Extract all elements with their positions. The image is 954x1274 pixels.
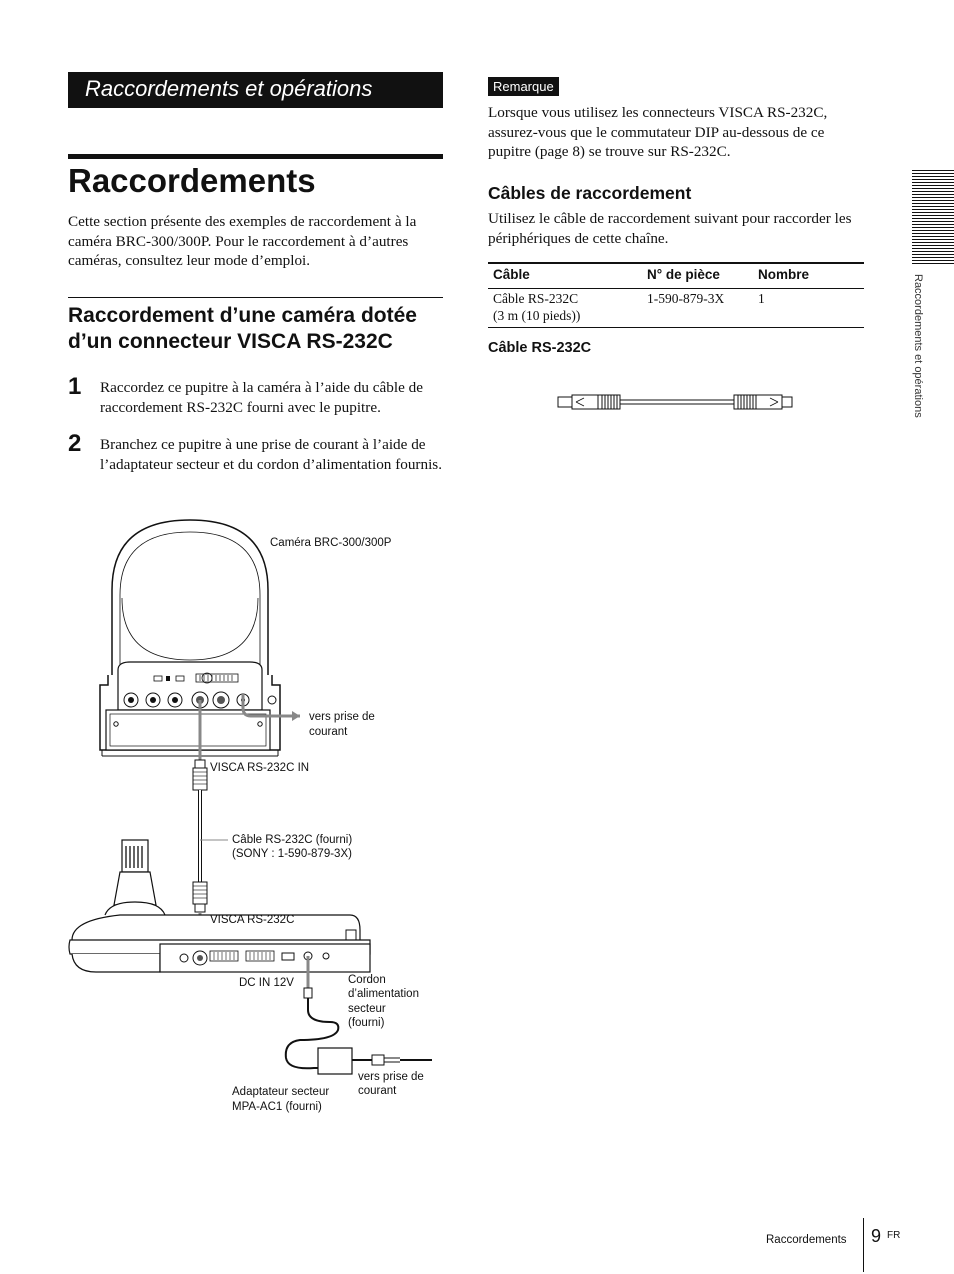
table-header-rule xyxy=(488,288,864,289)
table-header-cable: Câble xyxy=(493,267,530,282)
step-1-text: Raccordez ce pupitre à la caméra à l’aide du câble de raccordement RS-232C fourni avec le pupitre. xyxy=(100,379,423,416)
side-tab-stripes xyxy=(912,170,954,264)
label-outlet-2: courant xyxy=(309,726,348,738)
camera-illustration xyxy=(100,520,280,756)
cables-paragraph: Utilisez le câble de raccordement suivant pour raccorder les périphériques de cette chaîne. xyxy=(488,210,852,247)
table-bottom-rule xyxy=(488,327,864,328)
page-language: FR xyxy=(887,1230,901,1241)
table-top-rule xyxy=(488,262,864,264)
label-cord-2: d’alimentation xyxy=(348,988,419,1000)
label-outlet-1: vers prise de xyxy=(309,711,375,723)
label-outlet2-2: courant xyxy=(358,1085,397,1097)
label-visca-in: VISCA RS-232C IN xyxy=(210,762,310,774)
table-header-qty: Nombre xyxy=(758,267,810,282)
intro-paragraph: Cette section présente des exemples de raccordement à la caméra BRC-300/300P. Pour le raccordement à d’autres caméras, consultez leur mode d’emploi. xyxy=(68,213,417,270)
table-cell-qty: 1 xyxy=(758,291,765,306)
footer-rule xyxy=(863,1218,864,1272)
label-cord-4: (fourni) xyxy=(348,1017,385,1029)
label-camera: Caméra BRC-300/300P xyxy=(270,537,392,549)
label-adapter-1: Adaptateur secteur xyxy=(232,1086,330,1098)
subtitle-rule xyxy=(68,297,443,298)
label-cable-supplied-1: Câble RS-232C (fourni) xyxy=(232,834,353,846)
table-cell-cable xyxy=(493,291,580,324)
table-header-part: N° de pièce xyxy=(647,267,720,282)
cable-heading: Câble RS-232C xyxy=(488,340,592,356)
label-dc-in: DC IN 12V xyxy=(239,977,294,989)
connection-diagram xyxy=(60,510,460,1120)
label-outlet2-1: vers prise de xyxy=(358,1071,424,1083)
step-2-text: Branchez ce pupitre à une prise de courant à l’aide de l’adaptateur secteur et du cordon d’alimentation fournis. xyxy=(100,436,443,473)
label-visca: VISCA RS-232C xyxy=(210,914,295,926)
chapter-banner xyxy=(68,72,443,108)
page-number: 9 xyxy=(871,1226,882,1246)
label-adapter-2: MPA-AC1 (fourni) xyxy=(232,1101,322,1113)
label-cable-supplied-2: (SONY : 1-590-879-3X) xyxy=(232,848,352,860)
remarque-text: Lorsque vous utilisez les connecteurs VISCA RS-232C, assurez-vous que le commutateur DIP au-dessous de ce pupitre (page 8) se trouve sur RS-232C. xyxy=(488,104,828,161)
section-subtitle: Raccordement d’une caméra dotée d’un connecteur VISCA RS-232C xyxy=(68,304,417,353)
step-1-number: 1 xyxy=(68,373,82,400)
cable-illustration xyxy=(550,388,800,418)
label-cord-3: secteur xyxy=(348,1003,386,1015)
footer-section: Raccordements xyxy=(766,1234,847,1246)
chapter-title: Raccordements et opérations xyxy=(85,76,373,101)
page-title: Raccordements xyxy=(68,162,316,199)
step-2-number: 2 xyxy=(68,430,82,457)
remarque-tag: Remarque xyxy=(488,77,559,96)
cables-heading: Câbles de raccordement xyxy=(488,183,692,203)
side-tab-label: Raccordements et opérations xyxy=(912,274,924,418)
label-cord-1: Cordon xyxy=(348,974,386,986)
table-cell-part: 1-590-879-3X xyxy=(647,291,725,306)
table-cell-cable-line1: Câble RS-232C xyxy=(493,291,579,306)
title-rule xyxy=(68,154,443,159)
table-cell-cable-line2: (3 m (10 pieds)) xyxy=(493,307,581,323)
